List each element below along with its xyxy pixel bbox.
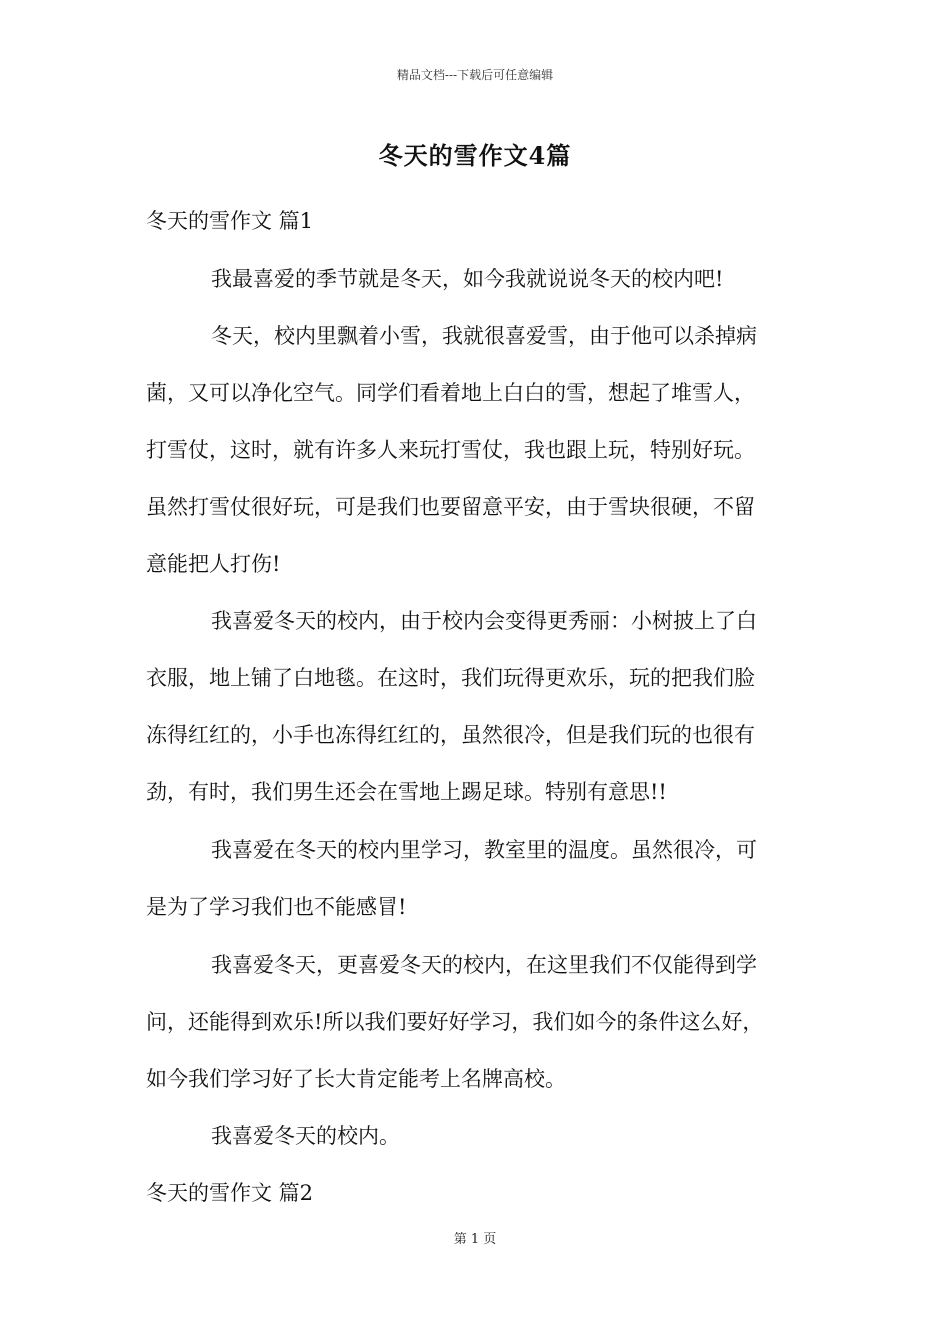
page-header: 精品文档---下载后可任意编辑: [396, 68, 554, 82]
document-title: 冬天的雪作文4篇: [378, 141, 572, 170]
paragraph-line: 打雪仗，这时，就有许多人来玩打雪仗，我也跟上玩，特别好玩。: [146, 438, 755, 462]
paragraph-line: 冬天，校内里飘着小雪，我就很喜爱雪，由于他可以杀掉病: [211, 324, 757, 348]
page-number: 第 1 页: [453, 1232, 497, 1247]
paragraph-line: 菌，又可以净化空气。同学们看着地上白白的雪，想起了堆雪人，: [146, 381, 755, 405]
paragraph-line: 虽然打雪仗很好玩，可是我们也要留意平安，由于雪块很硬，不留: [146, 495, 755, 519]
paragraph-line: 衣服，地上铺了白地毯。在这时，我们玩得更欢乐，玩的把我们脸: [146, 666, 755, 690]
section-heading: 冬天的雪作文 篇1: [146, 209, 314, 233]
paragraph-line: 我喜爱冬天的校内。: [211, 1124, 400, 1148]
paragraph-line: 意能把人打伤!: [146, 552, 281, 576]
section-heading: 冬天的雪作文 篇2: [146, 1181, 314, 1205]
paragraph-line: 冻得红红的，小手也冻得红红的，虽然很冷，但是我们玩的也很有: [146, 723, 755, 747]
paragraph-line: 我喜爱在冬天的校内里学习，教室里的温度。虽然很冷，可: [211, 838, 757, 862]
paragraph-line: 问，还能得到欢乐!所以我们要好好学习，我们如今的条件这么好，: [146, 1010, 764, 1034]
paragraph-line: 我最喜爱的季节就是冬天，如今我就说说冬天的校内吧!: [211, 267, 724, 291]
paragraph-line: 如今我们学习好了长大肯定能考上名牌高校。: [146, 1067, 566, 1091]
paragraph-line: 我喜爱冬天的校内，由于校内会变得更秀丽：小树披上了白: [211, 609, 757, 633]
paragraph-line: 劲，有时，我们男生还会在雪地上踢足球。特别有意思!!: [146, 780, 667, 804]
paragraph-line: 我喜爱冬天，更喜爱冬天的校内，在这里我们不仅能得到学: [211, 953, 757, 977]
paragraph-line: 是为了学习我们也不能感冒!: [146, 895, 407, 919]
